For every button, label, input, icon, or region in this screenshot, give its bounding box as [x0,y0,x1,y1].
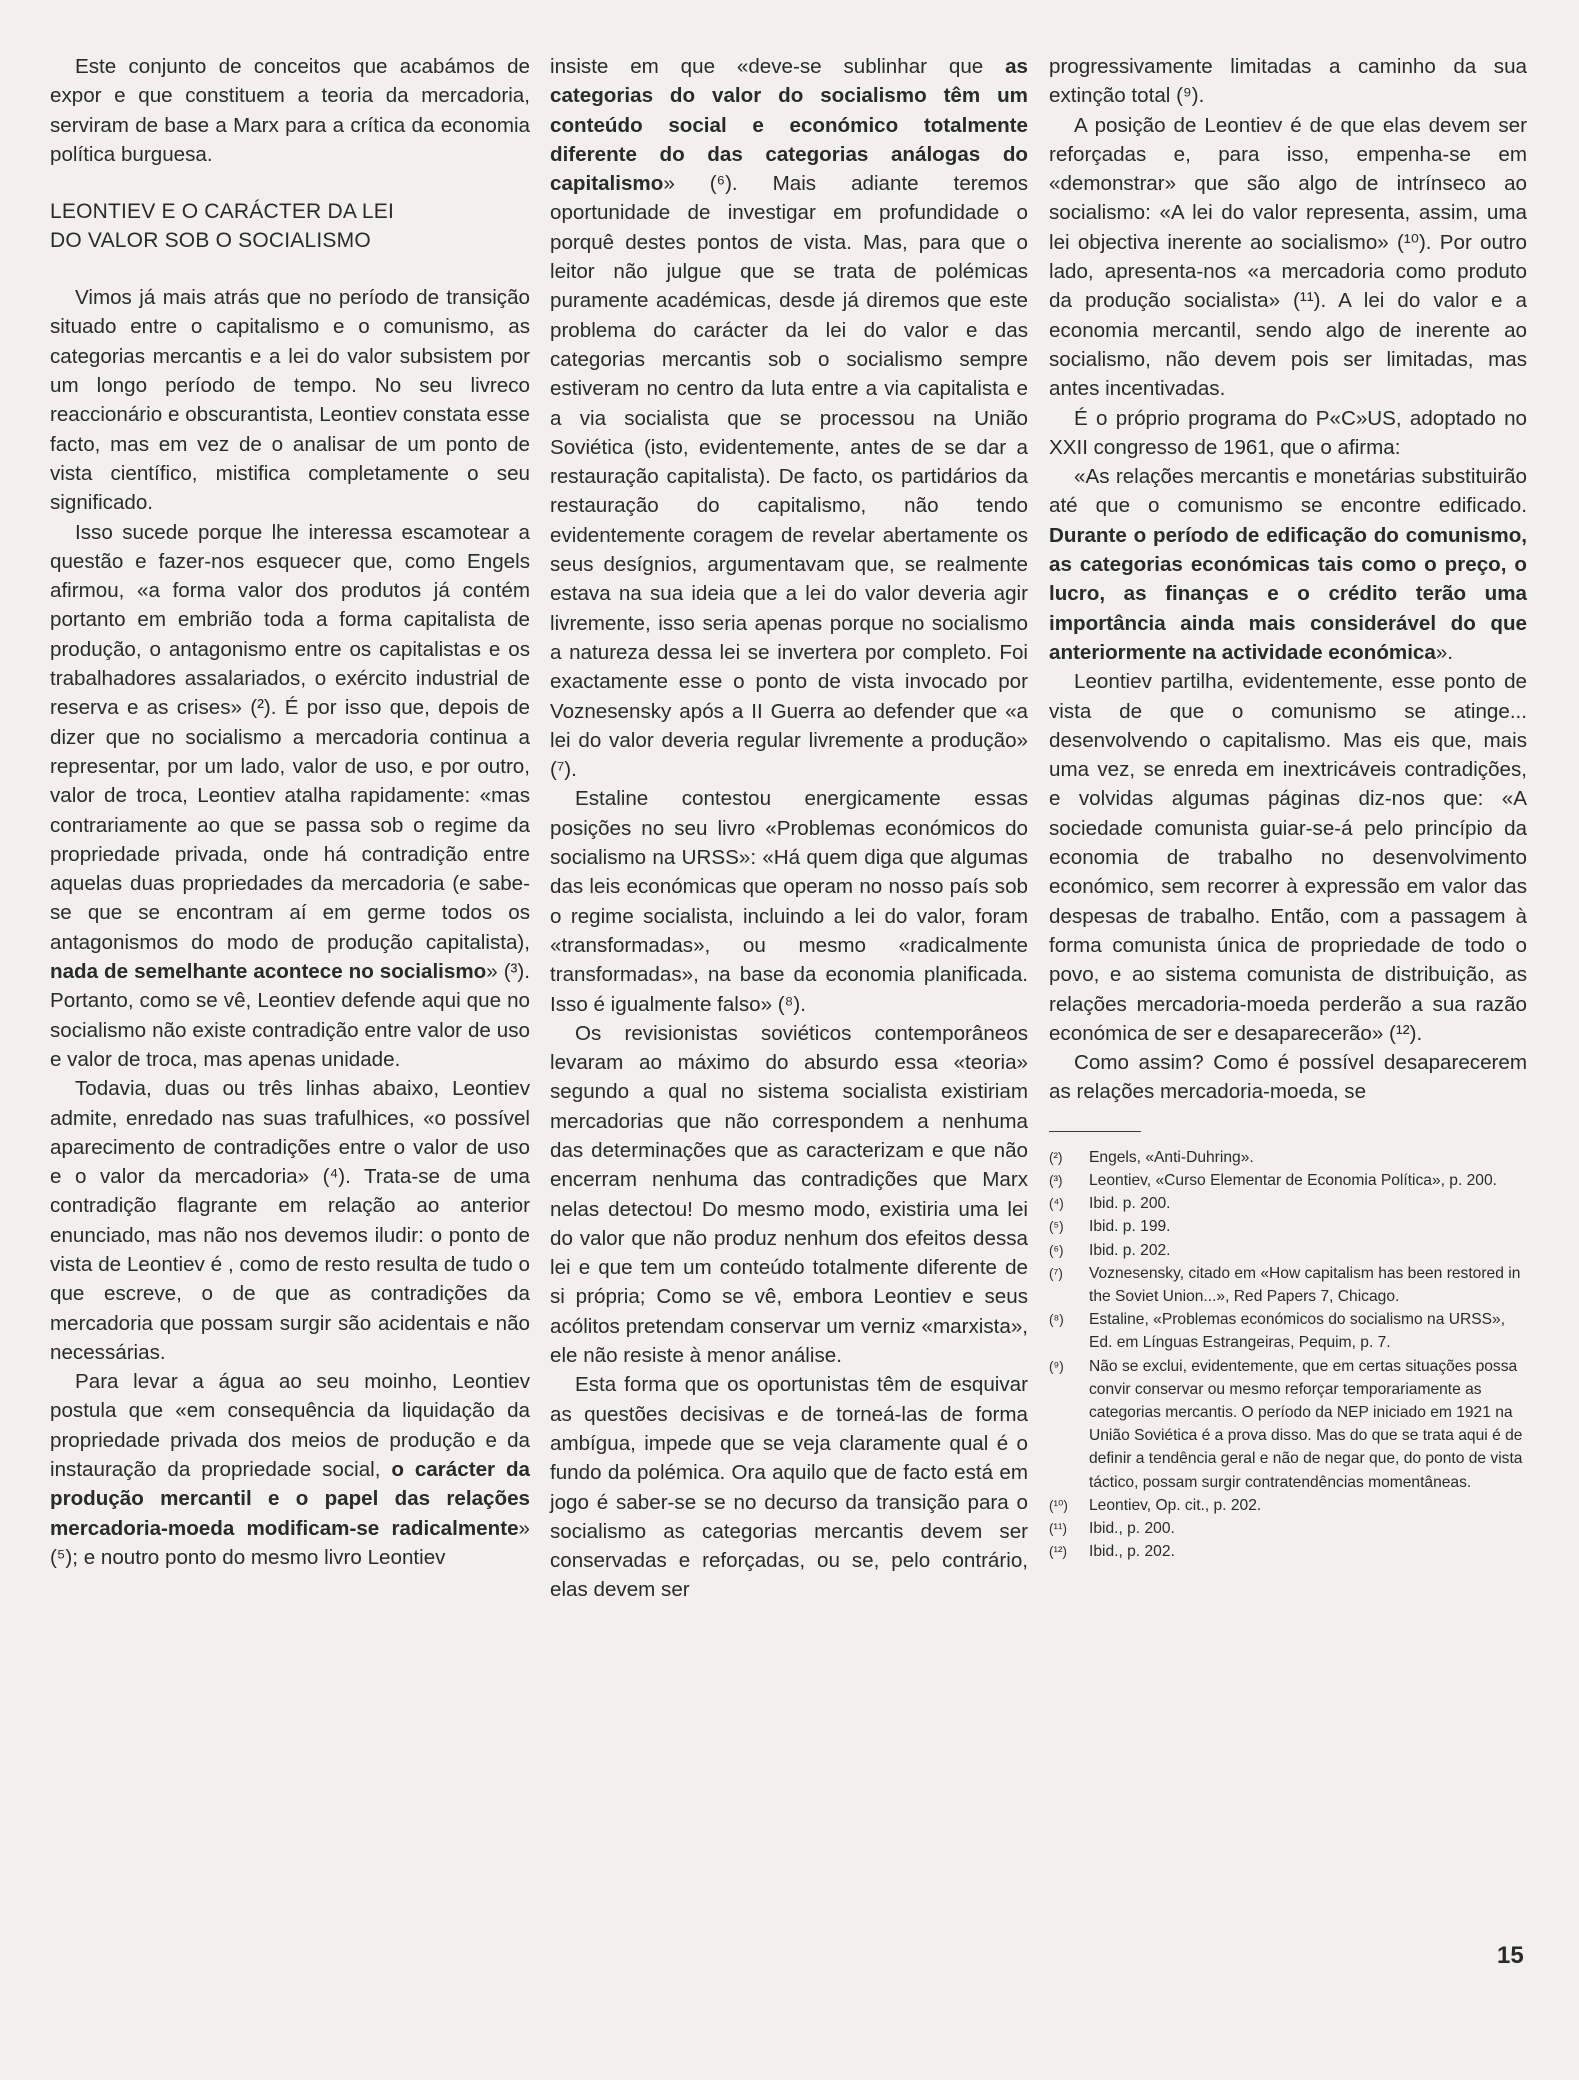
footnote [1049,1192,1527,1215]
footnote [1049,1146,1527,1169]
footnote-number: (⁶) [1049,1242,1064,1258]
bold-emphasis: nada de semelhante acontece no socialismo [50,960,487,984]
footnote-text: Estaline, «Problemas económicos do socialismo na URSS», Ed. em Línguas Estrangeiras, Pequim, p. 7. [1089,1311,1506,1352]
footnote [1049,1517,1527,1540]
program-quote [1049,462,1527,667]
text-span: insiste em que «deve-se sublinhar que [550,55,1006,78]
paragraph: progressivamente limitadas a caminho da sua extinção total (⁹). [1049,55,1527,108]
intro-paragraph: Este conjunto de conceitos que acabámos de expor e que constituem a teoria da mercadoria, serviram de base a Marx para a crítica da economia política burguesa. [50,55,530,166]
bold-emphasis: Durante o período de edificação do comunismo, as categorias económicas tais como o preço, o lucro, as finanças e o crédito terão uma importância ainda mais considerável do que anteriormente na actividade económica [1049,523,1527,664]
footnote-number: (¹⁰) [1049,1497,1068,1513]
paragraph [50,1367,530,1572]
footnote-number: (⁸) [1049,1312,1064,1328]
footnote-text: Não se exclui, evidentemente, que em certas situações possa convir conservar ou mesmo reforçar temporariamente as categorias mercantis. O período da NEP iniciado em 1921 na União Soviética é a prova disso. Mas do que se trata aqui é de definir a tendência geral e não de negar que, do ponto de vista táctico, possam surgir contratendências momentâneas. [1089,1357,1523,1491]
text-span: ». [1435,640,1454,664]
section-heading-line-1: LEONTIEV E O CARÁCTER DA LEI [50,200,395,224]
paragraph: Leontiev partilha, evidentemente, esse ponto de vista de que o comunismo se atinge... desenvolvendo o capitalismo. Mas eis que, mais uma vez, se enreda em inextricáveis contradições, e volvidas algumas páginas diz-nos que: «A sociedade comunista guiar-se-á pelo princípio da economia de trabalho no desenvolvimento económico, sem recorrer à expressão em valor das despesas de trabalho. Então, com a passagem à forma comunista única de propriedade de todo o povo, e ao sistema comunista de distribuição, as relações mercadoria-moeda perderão a sua razão económica de ser e desaparecerão» (¹²). [1049,670,1527,1045]
footnote-number: (²) [1049,1149,1063,1165]
text-span: Isso sucede porque lhe interessa escamotear a questão e fazer-nos esquecer que, como Engels afirmou, «a forma valor dos produtos já contém portanto em embrião toda a forma capitalista de produção, o antagonismo entre os capitalistas e os trabalhadores assalariados, o exército industrial de reserva e as crises» (²). É por isso que, depois de dizer que no socialismo a mercadoria continua a representar, por um lado, valor de uso, e por outro, valor de troca, Leontiev atalha rapidamente: «mas contrariamente ao que se passa sob o regime da propriedade privada, onde há contradição entre aquelas duas propriedades da mercadoria (e sabe-se que se encontram aí em germe todos os antagonismos do modo de produção capitalista), [50,520,530,954]
text-span: » (³). Portanto, como se vê, Leontiev defende aqui que no socialismo não existe contradição entre valor de uso e valor de troca, mas apenas unidade. [50,960,530,1071]
bold-emphasis: o carácter da produção mercantil e o papel das relações mercadoria-moeda modificam-se radicalmente [50,1458,530,1540]
paragraph: Como assim? Como é possível desaparecerem as relações mercadoria-moeda, se [1049,1051,1527,1104]
footnote-number: (¹²) [1049,1544,1067,1560]
footnote-number: (³) [1049,1172,1063,1188]
footnote-text: Ibid. p. 200. [1089,1195,1171,1213]
text-span: » (⁶). Mais adiante teremos oportunidade de investigar em profundidade o porquê destes pontos de vista. Mas, para que o leitor não julgue que se trata de polémicas puramente académicas, desde já diremos que este problema do carácter da lei do valor e das categorias mercantis sob o socialismo sempre estiveram no centro da luta entre a via capitalista e a via socialista que se processou na União Soviética (isto, evidentemente, antes de se dar a restauração capitalista). De facto, os partidários da restauração do capitalismo, não tendo evidentemente coragem de revelar abertamente os seus desígnios, argumentavam que, se realmente estava na sua ideia que a lei do valor deveria agir livremente, isso seria apenas porque no socialismo a natureza dessa lei se invertera por completo. Foi exactamente esse o ponto de vista invocado por Voznesensky após a II Guerra ao defender que «a lei do valor deveria regular livremente a produção» (⁷). [550,172,1028,782]
paragraph: Estaline contestou energicamente essas posições no seu livro «Problemas económicos do socialismo na URSS»: «Há quem diga que algumas das leis económicas que operam no nosso país sob o regime socialista, incluindo a lei do valor, foram «transformadas», ou mesmo «radicalmente transformadas», na base da economia planificada. Isso é igualmente falso» (⁸). [550,787,1028,1016]
footnote-text: Ibid., p. 202. [1089,1543,1175,1561]
text-span: Para levar a água ao seu moinho, Leontiev postula que «em consequência da liquidação da propriedade privada dos meios de produção e da instauração da propriedade social, [50,1370,530,1482]
paragraph: É o próprio programa do P«C»US, adoptado no XXII congresso de 1961, que o afirma: [1049,406,1527,459]
footnote [1049,1169,1527,1192]
footnote [1049,1540,1527,1563]
footnote-text: Engels, «Anti-Duhring». [1089,1148,1254,1166]
footnotes [1049,1146,1527,1564]
footnote-number: (¹¹) [1049,1520,1067,1536]
footnote [1049,1215,1527,1238]
column-3 [1049,52,1527,1563]
footnote-number: (⁷) [1049,1265,1063,1281]
bold-emphasis: as categorias do valor do socialismo têm um conteúdo social e económico totalmente diferente do das categorias análogas do capitalismo [550,55,1028,196]
page-number: 15 [1497,1942,1524,1969]
paragraph: Os revisionistas soviéticos contemporâneos levaram ao máximo do absurdo essa «teoria» segundo a qual no sistema socialista existiriam mercadorias que não correspondem a nenhuma das determinações que as caracterizam e que não encerram nenhuma das contradições que Marx nelas detectou! Do mesmo modo, existiria uma lei do valor que não produz nenhum dos efeitos dessa lei e que tem um conteúdo totalmente diferente de si própria; Como se vê, embora Leontiev e seus acólitos pretendam conservar um verniz «marxista», ele não resiste à menor análise. [550,1021,1028,1368]
footnote-text: Voznesensky, citado em «How capitalism has been restored in the Soviet Union...», Red Papers 7, Chicago. [1089,1264,1521,1305]
text-span: » (⁵); e noutro ponto do mesmo livro Leontiev [50,1516,530,1569]
footnote-text: Ibid., p. 200. [1089,1519,1175,1537]
column-1 [50,52,530,1572]
footnote [1049,1262,1527,1308]
section-heading-line-2: DO VALOR SOB O SOCIALISMO [50,229,371,253]
footnote-divider [1049,1131,1141,1132]
footnote-text: Ibid. p. 202. [1089,1241,1171,1259]
paragraph [50,518,530,1075]
footnote [1049,1494,1527,1517]
footnote [1049,1239,1527,1262]
footnote [1049,1355,1527,1494]
paragraph: Todavia, duas ou três linhas abaixo, Leontiev admite, enredado nas suas trafulhices, «o possível aparecimento de contradições entre o valor de uso e o valor da mercadoria» (⁴). Trata-se de uma contradição flagrante em relação ao anterior enunciado, mas não nos devemos iludir: o ponto de vista de Leontiev é , como de resto resulta de tudo o que escreve, o de que as contradições da mercadoria que possam surgir são acidentais e não necessárias. [50,1077,530,1364]
footnote-number: (⁵) [1049,1219,1064,1235]
footnote-text: Ibid. p. 199. [1089,1218,1171,1236]
section-heading [50,197,530,255]
paragraph: A posição de Leontiev é de que elas devem ser reforçadas e, para isso, empenha-se em «demonstrar» que são algo de intrínseco ao socialismo: «A lei do valor representa, assim, uma lei objectiva inerente ao socialismo» (¹⁰). Por outro lado, apresenta-nos «a mercadoria como produto da produção socialista» (¹¹). A lei do valor e a economia mercantil, sendo algo de inerente ao socialismo, não devem pois ser limitadas, mas antes incentivadas. [1049,113,1527,401]
paragraph [550,52,1028,784]
footnote [1049,1308,1527,1354]
paragraph: Esta forma que os oportunistas têm de esquivar as questões decisivas e de torneá-las de forma ambígua, impede que se veja claramente qual é o fundo da polémica. Ora aquilo que de facto está em jogo é saber-se se no decurso da transição para o socialismo as categorias mercantis devem ser conservadas e reforçadas, ou se, pelo contrário, elas devem ser [550,1373,1028,1602]
footnote-text: Leontiev, Op. cit., p. 202. [1089,1496,1262,1514]
paragraph: Vimos já mais atrás que no período de transição situado entre o capitalismo e o comunismo, as categorias mercantis e a lei do valor subsistem por um longo período de tempo. No seu livreco reaccionário e obscurantista, Leontiev constata esse facto, mas em vez de o analisar de um ponto de vista científico, mistifica completamente o seu significado. [50,286,530,515]
footnote-number: (⁹) [1049,1358,1064,1374]
column-2 [550,52,1028,1605]
text-span: «As relações mercantis e monetárias substituirão até que o comunismo se encontre edificado. [1049,465,1527,518]
footnote-number: (⁴) [1049,1196,1064,1212]
footnote-text: Leontiev, «Curso Elementar de Economia Política», p. 200. [1089,1171,1497,1189]
